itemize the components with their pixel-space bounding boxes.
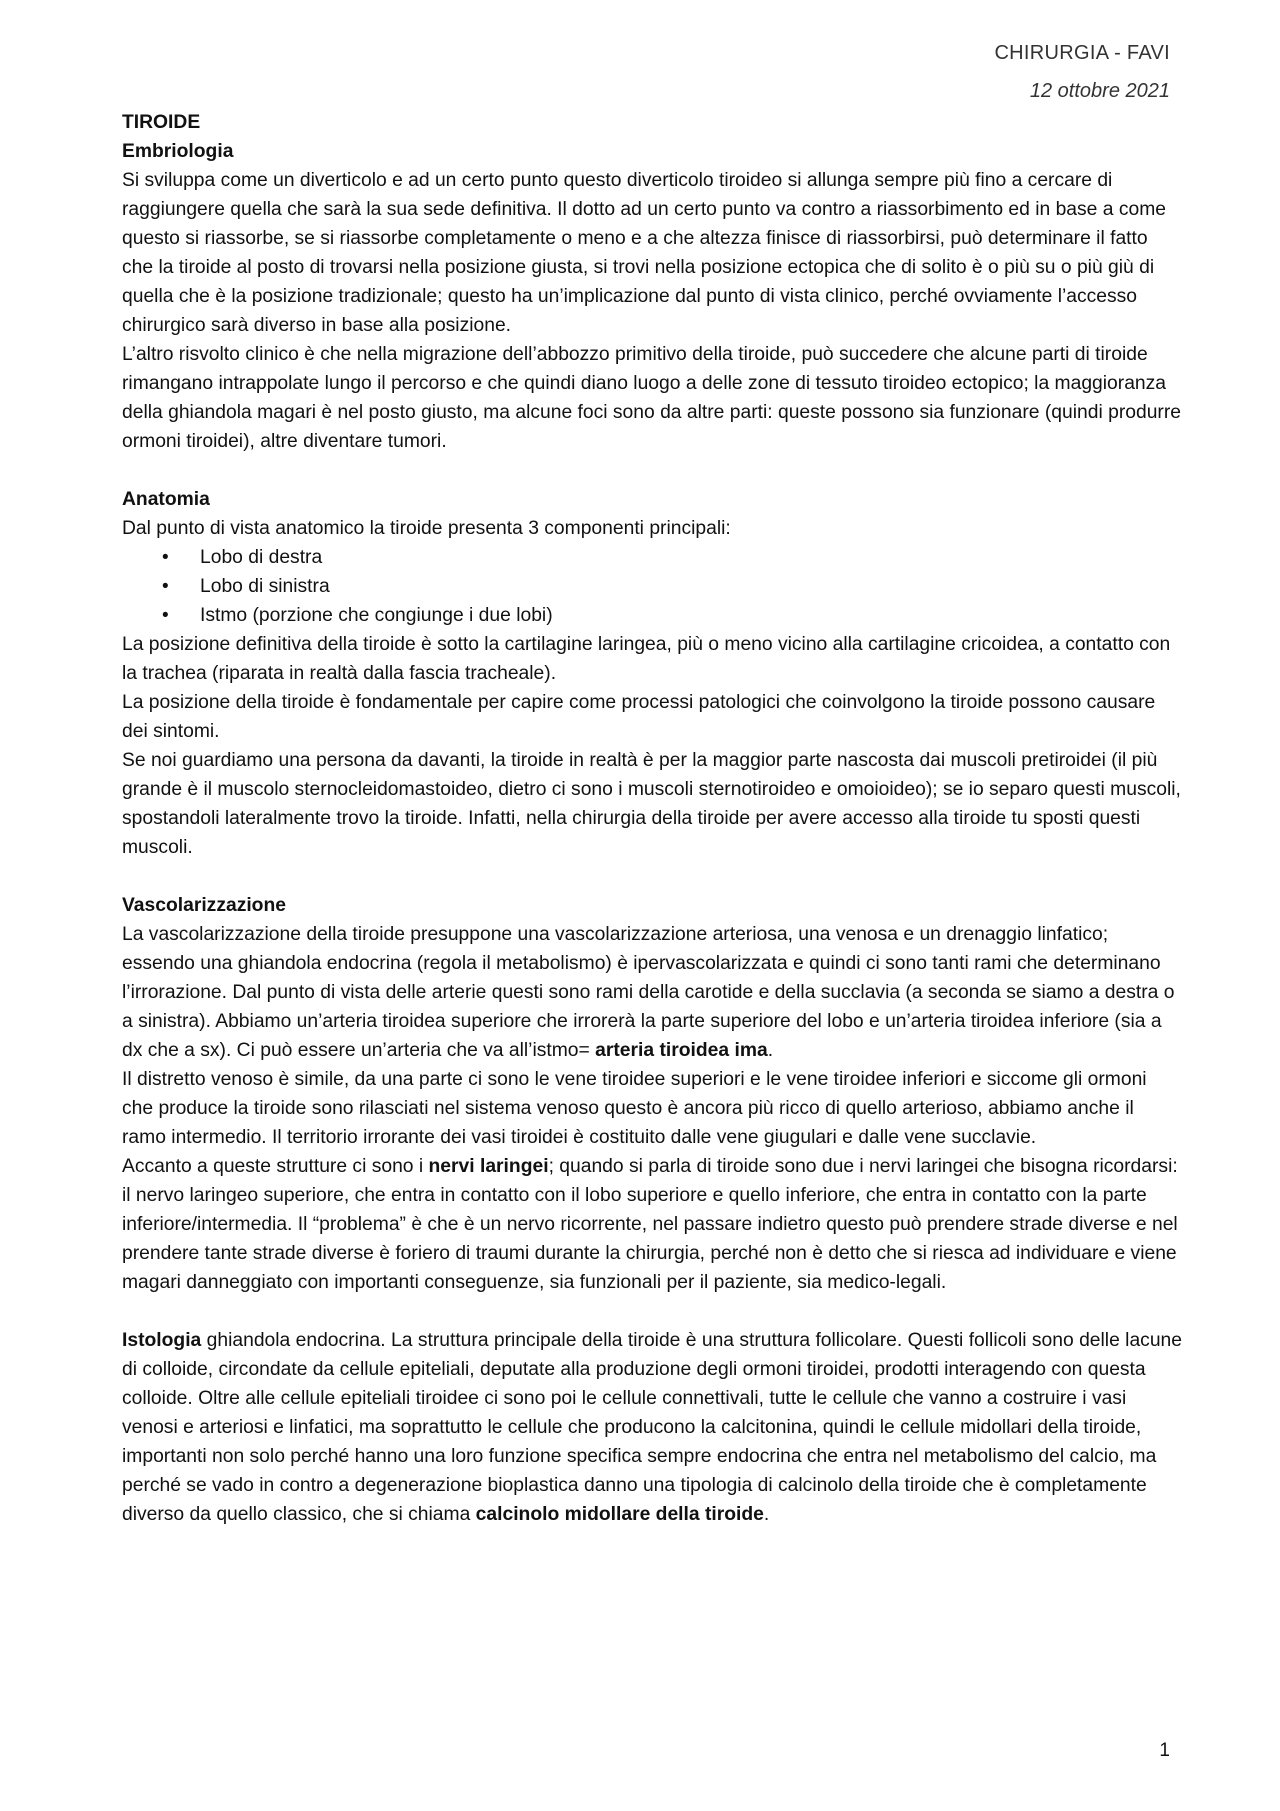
bold-term: nervi laringei (428, 1156, 549, 1177)
section-heading-embriologia: Embriologia (122, 141, 234, 162)
page-number: 1 (1159, 1740, 1170, 1761)
list-item: • Istmo (porzione che congiunge i due lobi) (122, 601, 1182, 630)
bold-term: calcinolo midollare della tiroide (475, 1504, 764, 1525)
bold-term: arteria tiroidea ima (595, 1040, 768, 1061)
text-run: ghiandola endocrina. La struttura principale della tiroide è una struttura follicolare. Questi follicoli sono delle lacune di colloide, circondate da cellule epiteliali, deputate alla produzione degli ormoni tiroidei, prodotti interagendo con questa colloide. Oltre alle cellule epiteliali tiroidee ci sono poi le cellule connettivali, tutte le cellule che vanno a costruire i vasi venosi e arteriosi e linfatici, ma soprattutto le cellule che producono la calcitonina, quindi le cellule midollari della tiroide, importanti non solo perché hanno una loro funzione specifica sempre endocrina che entra nel metabolismo del calcio, ma perché se vado in contro a degenerazione bioplastica danno una tipologia di calcinolo della tiroide che è completamente diverso da quello classico, che si chiama (122, 1330, 1182, 1525)
spacer (122, 862, 1182, 891)
section-heading-anatomia: Anatomia (122, 489, 210, 510)
document-title: TIROIDE (122, 112, 201, 133)
text-run: . (767, 1040, 774, 1061)
section-heading-istologia: Istologia (122, 1330, 202, 1351)
paragraph: L’altro risvolto clinico è che nella migrazione dell’abbozzo primitivo della tiroide, può succedere che alcune parti di tiroide rimangano intrappolate lungo il percorso e che quindi diano luogo a delle zone di tessuto tiroideo ectopico; la maggioranza della ghiandola magari è nel posto giusto, ma alcune foci sono da altre parti: queste possono sia funzionare (quindi produrre ormoni tiroidei), altre diventare tumori. (122, 344, 1181, 452)
paragraph (122, 1152, 1182, 1297)
list-item: • Lobo di destra (122, 543, 1182, 572)
paragraph: Se noi guardiamo una persona da davanti, la tiroide in realtà è per la maggior parte nascosta dai muscoli pretiroidei (il più grande è il muscolo sternocleidomastoideo, dietro ci sono i muscoli sternotiroideo e omoioideo); se io separo questi muscoli, spostandoli lateralmente trovo la tiroide. Infatti, nella chirurgia della tiroide per avere accesso alla tiroide tu sposti questi muscoli. (122, 750, 1181, 858)
header-date: 12 ottobre 2021 (1029, 80, 1170, 102)
paragraph: La posizione definitiva della tiroide è sotto la cartilagine laringea, più o meno vicino alla cartilagine cricoidea, a contatto con la trachea (riparata in realtà dalla fascia tracheale). (122, 634, 1171, 684)
document-body (122, 108, 1182, 1529)
paragraph: Il distretto venoso è simile, da una parte ci sono le vene tiroidee superiori e le vene tiroidee inferiori e siccome gli ormoni che produce la tiroide sono rilasciati nel sistema venoso questo è ancora più ricco di quello arterioso, abbiamo anche il ramo intermedio. Il territorio irrorante dei vasi tiroidei è costituito dalle vene giugulari e dalle vene succlavie. (122, 1069, 1147, 1148)
text-run: Accanto a queste strutture ci sono i (122, 1156, 429, 1177)
text-run: La vascolarizzazione della tiroide presuppone una vascolarizzazione arteriosa, una venosa e un drenaggio linfatico; essendo una ghiandola endocrina (regola il metabolismo) è ipervascolarizzata e quindi ci sono tanti rami che determinano l’irrorazione. Dal punto di vista delle arterie questi sono rami della carotide e della succlavia (a seconda se siamo a destra o a sinistra). Abbiamo un’arteria tiroidea superiore che irrorerà la parte superiore del lobo e un’arteria tiroidea inferiore (sia a dx che a sx). Ci può essere un’arteria che va all’istmo= (122, 924, 1175, 1061)
paragraph (122, 1326, 1182, 1529)
paragraph: Dal punto di vista anatomico la tiroide presenta 3 componenti principali: (122, 518, 731, 539)
paragraph (122, 920, 1182, 1065)
spacer (122, 456, 1182, 485)
text-run: ; quando si parla di tiroide sono due i nervi laringei che bisogna ricordarsi: il nervo laringeo superiore, che entra in contatto con il lobo superiore e quello inferiore, che entra in contatto con la parte inferiore/intermedia. Il “problema” è che è un nervo ricorrente, nel passare indietro questo può prendere strade diverse e nel prendere tante strade diverse è foriero di traumi durante la chirurgia, perché non è detto che si riesca ad individuare e viene magari danneggiato con importanti conseguenze, sia funzionali per il paziente, sia medico-legali. (122, 1156, 1178, 1293)
paragraph: La posizione della tiroide è fondamentale per capire come processi patologici che coinvolgono la tiroide possono causare dei sintomi. (122, 692, 1156, 742)
text-run: . (763, 1504, 770, 1525)
section-heading-vascolarizzazione: Vascolarizzazione (122, 895, 286, 916)
paragraph: Si sviluppa come un diverticolo e ad un certo punto questo diverticolo tiroideo si allunga sempre più fino a cercare di raggiungere quella che sarà la sua sede definitiva. Il dotto ad un certo punto va contro a riassorbimento ed in base a come questo si riassorbe, se si riassorbe completamente o meno e a che altezza finisce di riassorbirsi, può determinare il fatto che la tiroide al posto di trovarsi nella posizione giusta, si trovi nella posizione ectopica che di solito è o più su o più giù di quella che è la posizione tradizionale; questo ha un’implicazione dal punto di vista clinico, perché ovviamente l’accesso chirurgico sarà diverso in base alla posizione. (122, 170, 1166, 336)
bullet-list (122, 543, 1182, 630)
list-item: • Lobo di sinistra (122, 572, 1182, 601)
spacer (122, 1297, 1182, 1326)
header-course: CHIRURGIA - FAVI (994, 42, 1170, 64)
